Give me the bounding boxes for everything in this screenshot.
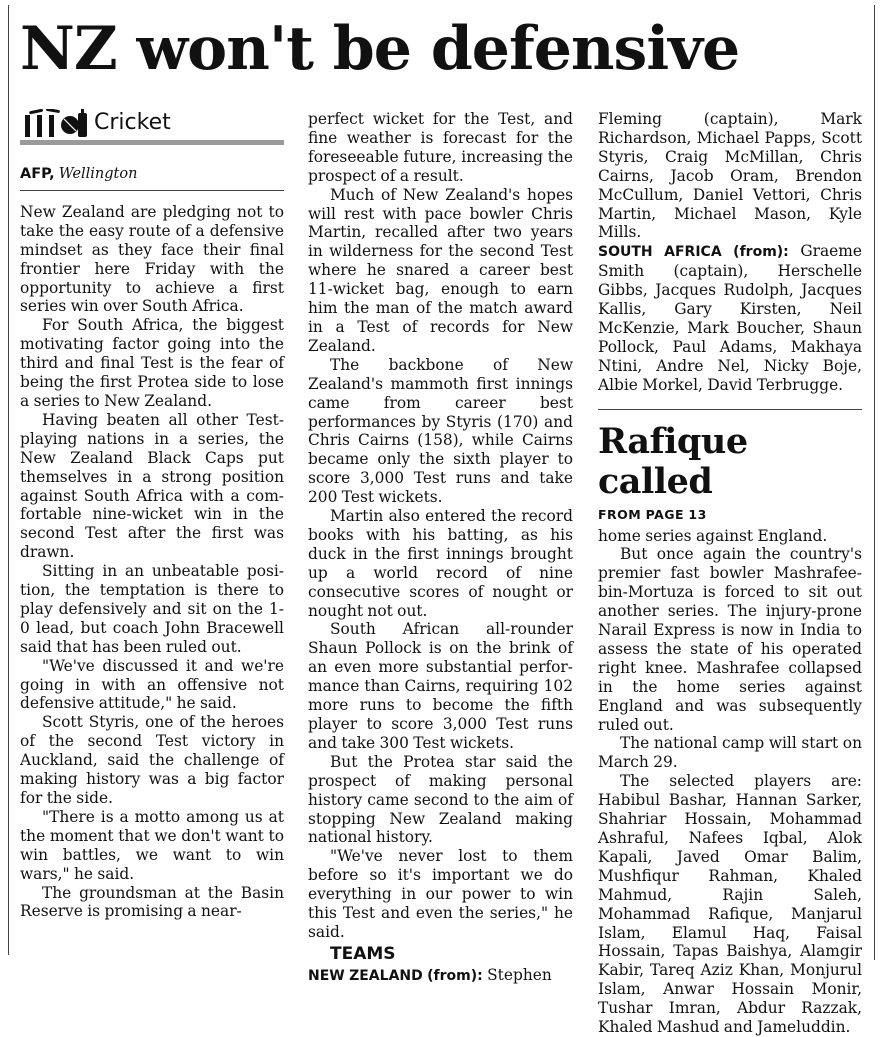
sa-team-label: SOUTH AFRICA (from): — [598, 244, 789, 261]
nz-team-continued: Fleming (captain), Mark Richardson, Michael Papps, Scott Styris, Craig McMillan, Chris Cairns, Jacob Oram, Brendon McCullum, Daniel Vettori, Chris Martin, Michael Mason, Kyle Mills. — [598, 110, 862, 242]
paragraph: New Zealand are pledging not to take the easy route of a defensive mindset as they face their final frontier here Friday with the opportunity to achieve a first series win over South Africa. — [20, 202, 284, 316]
column-3 — [598, 110, 862, 1037]
paragraph: The backbone of New Zealand's mammoth first innings came from career best performances by Styris (170) and Chris Cairns (158), while Cairns became only the sixth player to score 3,000 Test runs and take 200 Test wickets. — [308, 355, 573, 507]
paragraph-continuation: perfect wicket for the Test, and fine weather is forecast for the foreseeable future, increasing the prospect of a result. — [308, 110, 573, 185]
byline-location: Wellington — [58, 166, 138, 182]
byline-source: AFP, — [20, 166, 55, 182]
right-column-rule — [874, 5, 875, 960]
section-rule — [20, 140, 284, 145]
paragraph: The national camp will start on March 29. — [598, 734, 862, 772]
column-1 — [20, 108, 284, 921]
byline-rule — [20, 190, 284, 191]
paragraph: "There is a motto among us at the moment that we don't want to win battles, we want to win wars," he said. — [20, 807, 284, 883]
nz-team-start: Stephen — [487, 965, 552, 984]
cricket-icon — [20, 109, 92, 137]
nz-team-label: NEW ZEALAND (from): — [308, 967, 483, 984]
headline: NZ won't be defensive — [20, 14, 740, 84]
byline — [20, 165, 284, 184]
story-divider — [598, 409, 862, 410]
paragraph: Scott Styris, one of the heroes of the second Test victory in Auckland, said the challenge of making history was a big factor for the side. — [20, 713, 284, 807]
section-label: Cricket — [94, 110, 171, 135]
paragraph: South African all-rounder Shaun Pollock is on the brink of an even more substantial perfor-mance than Cairns, requiring 102 more runs to become the fifth player to score 3,000 Test runs and take 300 Test wickets. — [308, 620, 573, 752]
paragraph: Martin also entered the record books with his batting, as his duck in the first innings brought up a world record of nine consecutive scores of nought or nought not out. — [308, 507, 573, 620]
nz-team — [308, 966, 573, 986]
paragraph: But once again the country's premier fast bowler Mashrafee-bin-Mortuza is forced to sit out another series. The injury-prone Narail Express is now in India to assess the state of his operated right knee. Mashrafee collapsed in the home series against England and was subsequently ruled out. — [598, 545, 862, 734]
paragraph: But the Protea star said the prospect of making personal history came second to the aim of stopping New Zealand making national history. — [308, 752, 573, 847]
sa-team — [598, 242, 862, 394]
paragraph: Having beaten all other Test-playing nations in a series, the New Zealand Black Caps put themselves in a strong position against South Africa with a com-fortable nine-wicket win in the second Test after the first was drawn. — [20, 410, 284, 562]
second-story-headline: Rafique called — [598, 420, 748, 502]
left-column-rule — [8, 5, 9, 955]
paragraph: Much of New Zealand's hopes will rest with pace bowler Chris Martin, recalled after two years in wilderness for the second Test where he snared a career best 11-wicket bag, enough to earn him the man of the match award in a Test of records for New Zealand. — [308, 185, 573, 355]
paragraph: Sitting in an unbeatable posi-tion, the temptation is there to play defensively and sit on the 1-0 lead, but coach John Bracewell said that has been ruled out. — [20, 562, 284, 656]
from-page-label: FROM PAGE 13 — [598, 506, 707, 522]
paragraph-continuation: home series against England. — [598, 526, 828, 545]
paragraph: For South Africa, the biggest motivating factor going into the third and final Test is the fear of being the first Protea side to lose a series to New Zealand. — [20, 316, 284, 410]
paragraph: "We've never lost to them before so it's important we do everything in our power to win this Test and even the series," he said. — [308, 847, 573, 941]
paragraph: The groundsman at the Basin Reserve is promising a near- — [20, 883, 284, 921]
paragraph: The selected players are: Habibul Bashar, Hannan Sarker, Shahriar Hossain, Mohammad Ashraful, Nafees Iqbal, Alok Kapali, Javed Omar Balim, Mushfiqur Rahman, Khaled Mahmud, Rajin Saleh, Mohammad Rafique, Manjarul Islam, Elamul Haq, Faisal Hossain, Tapas Baishya, Alamgir Kabir, Tareq Aziz Khan, Monjurul Islam, Anwar Hossain Monir, Tushar Imran, Abdur Razzak, Khaled Mashud and Jameluddin. — [598, 772, 862, 1037]
sa-team-players: Graeme Smith (captain), Herschelle Gibbs, Jacques Rudolph, Jacques Kallis, Gary Kirsten, Neil McKenzie, Mark Boucher, Shaun Pollock, Paul Adams, Makhaya Ntini, Andre Nel, Nicky Boje, Albie Morkel, David Terbrugge. — [598, 242, 862, 394]
teams-heading: TEAMS — [330, 943, 396, 964]
column-2 — [308, 110, 573, 986]
paragraph: "We've discussed it and we're going in with an offensive not defensive attitude," he said. — [20, 656, 284, 713]
section-kicker — [20, 108, 284, 138]
